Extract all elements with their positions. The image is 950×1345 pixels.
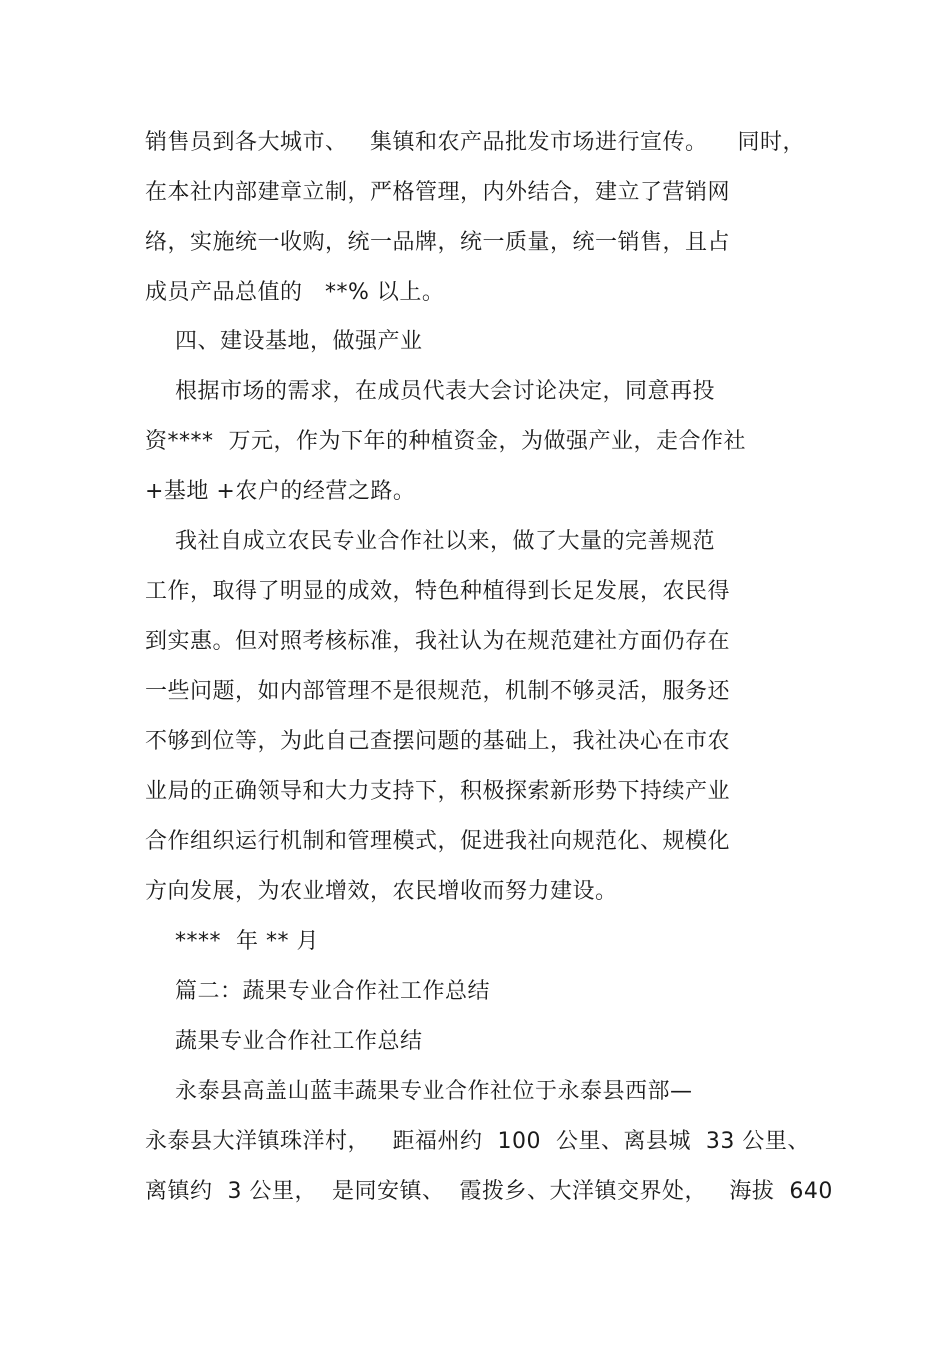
text-line: 销售员到各大城市、 集镇和农产品批发市场进行宣传。 同时，	[145, 130, 805, 155]
text-line: 到实惠。但对照考核标准，我社认为在规范建社方面仍存在	[145, 629, 731, 654]
text-line: 在本社内部建章立制，严格管理，内外结合，建立了营销网	[145, 180, 731, 205]
section-heading: 篇二：蔬果专业合作社工作总结	[145, 979, 490, 1004]
text-line: 我社自成立农民专业合作社以来，做了大量的完善规范	[145, 529, 715, 554]
text-line: 业局的正确领导和大力支持下，积极探索新形势下持续产业	[145, 779, 731, 804]
text-line: 资**** 万元，作为下年的种植资金，为做强产业，走合作社	[145, 429, 746, 454]
text-line: 合作组织运行机制和管理模式，促进我社向规范化、规模化	[145, 829, 731, 854]
text-line: 永泰县高盖山蓝丰蔬果专业合作社位于永泰县西部—	[145, 1079, 693, 1104]
text-line: 工作，取得了明显的成效，特色种植得到长足发展，农民得	[145, 579, 731, 604]
text-line: 一些问题，如内部管理不是很规范，机制不够灵活，服务还	[145, 679, 731, 704]
section-heading: 四、建设基地，做强产业	[145, 329, 423, 354]
text-line: 成员产品总值的 **% 以上。	[145, 280, 445, 305]
text-line: 络，实施统一收购，统一品牌，统一质量，统一销售，且占	[145, 230, 731, 255]
text-line: 根据市场的需求，在成员代表大会讨论决定，同意再投	[145, 379, 715, 404]
text-line: 永泰县大洋镇珠洋村， 距福州约 100 公里、离县城 33 公里、	[145, 1129, 810, 1154]
document-title: 蔬果专业合作社工作总结	[145, 1029, 423, 1054]
text-line: 不够到位等，为此自己查摆问题的基础上，我社决心在市农	[145, 729, 731, 754]
text-line: 离镇约 3 公里， 是同安镇、 霞拨乡、大洋镇交界处， 海拔 640	[145, 1179, 833, 1204]
text-line: 方向发展，为农业增效，农民增收而努力建设。	[145, 879, 618, 904]
date-line: **** 年 ** 月	[145, 929, 319, 954]
text-line: +基地 +农户的经营之路。	[145, 479, 416, 504]
